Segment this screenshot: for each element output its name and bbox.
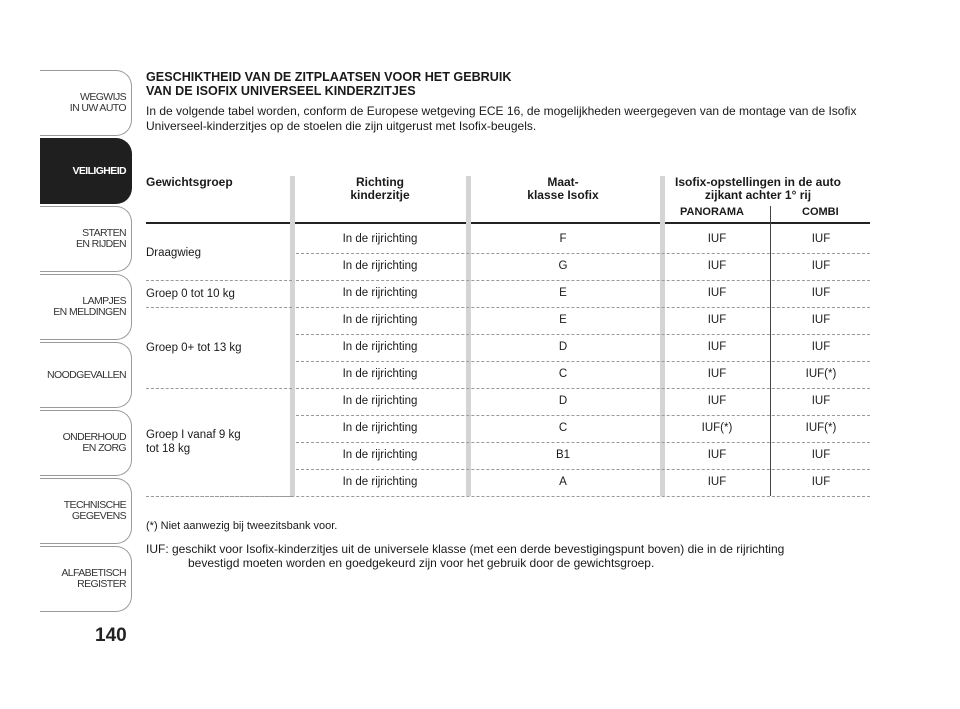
legend-definition-line2: bevestigd moeten worden en goedgekeurd zijn voor het gebruik door de gewichtsgroep.: [188, 556, 655, 570]
section-content: [146, 70, 870, 133]
cell-size: D: [558, 341, 568, 353]
cell-panorama: IUF: [707, 260, 727, 272]
header-direction: [296, 176, 464, 202]
cell-size: E: [559, 314, 567, 326]
legend-definition-line1: geschikt voor Isofix-kinderzitjes uit de universele klasse (met een derde bevestigingspunt boven) die in de rijrichting: [172, 542, 785, 556]
group-label: Groep 0 tot 10 kg: [146, 287, 235, 300]
cell-direction: In de rijrichting: [342, 368, 418, 380]
page-number: 140: [95, 625, 127, 646]
header-direction-line2: kinderzitje: [350, 188, 410, 202]
group-separator: [146, 307, 292, 308]
section-title: [146, 70, 870, 98]
cell-size: B1: [555, 449, 571, 461]
header-size-line1: Maat-: [547, 175, 579, 189]
cell-direction: In de rijrichting: [342, 341, 418, 353]
table-bottom-rule: [146, 496, 870, 497]
cell-panorama: IUF: [707, 449, 727, 461]
cell-combi: IUF(*): [805, 368, 837, 380]
sidebar-tab-3[interactable]: LAMPJES EN MELDINGEN: [40, 274, 132, 340]
cell-direction: In de rijrichting: [342, 395, 418, 407]
cell-direction: In de rijrichting: [342, 449, 418, 461]
header-direction-line1: Richting: [356, 175, 404, 189]
legend: [146, 542, 866, 570]
cell-size: E: [559, 287, 567, 299]
cell-combi: IUF(*): [805, 422, 837, 434]
group-separator: [146, 388, 292, 389]
legend-term: IUF:: [146, 542, 169, 556]
sidebar-tab-4[interactable]: NOODGEVALLEN: [40, 342, 132, 408]
cell-panorama: IUF: [707, 314, 727, 326]
cell-panorama: IUF: [707, 368, 727, 380]
cell-combi: IUF: [811, 287, 831, 299]
cell-panorama: IUF: [707, 476, 727, 488]
intro-paragraph: In de volgende tabel worden, conform de Europese wetgeving ECE 16, de mogelijkheden weergegeven van de montage van de Isofix Universeel-kinderzitjes op de stoelen die zijn uitgerust met Isofix-beugels.: [146, 104, 857, 133]
row-separator: [296, 415, 870, 416]
cell-size: C: [558, 368, 568, 380]
cell-size: A: [559, 476, 567, 488]
group-separator: [146, 280, 292, 281]
title-line-2: VAN DE ISOFIX UNIVERSEEL KINDERZITJES: [146, 84, 416, 98]
sidebar-tab-6[interactable]: TECHNISCHE GEGEVENS: [40, 478, 132, 544]
cell-direction: In de rijrichting: [342, 476, 418, 488]
row-separator: [296, 442, 870, 443]
footnote: (*) Niet aanwezig bij tweezitsbank voor.: [146, 520, 338, 532]
header-panorama: PANORAMA: [680, 206, 744, 218]
cell-size: C: [558, 422, 568, 434]
header-positions-line1: Isofix-opstellingen in de auto: [674, 175, 841, 189]
cell-panorama: IUF: [707, 233, 727, 245]
sidebar-tab-1[interactable]: VEILIGHEID: [40, 138, 132, 204]
cell-panorama: IUF: [707, 395, 727, 407]
header-positions: [646, 176, 870, 202]
group-label: Groep 0+ tot 13 kg: [146, 341, 242, 354]
header-rule: [146, 222, 870, 224]
sidebar-tab-5[interactable]: ONDERHOUD EN ZORG: [40, 410, 132, 476]
row-separator: [296, 253, 870, 254]
cell-direction: In de rijrichting: [342, 422, 418, 434]
header-combi: COMBI: [802, 206, 839, 218]
legend-definition: [146, 542, 866, 570]
cell-size: G: [558, 260, 568, 272]
cell-panorama: IUF: [707, 287, 727, 299]
row-separator: [296, 280, 870, 281]
panorama-combi-divider: [770, 206, 771, 496]
header-positions-line2: zijkant achter 1° rij: [704, 188, 812, 202]
cell-panorama: IUF(*): [701, 422, 733, 434]
sidebar-tab-7[interactable]: ALFABETISCH REGISTER: [40, 546, 132, 612]
row-separator: [296, 334, 870, 335]
sidebar-tab-2[interactable]: STARTEN EN RIJDEN: [40, 206, 132, 272]
cell-combi: IUF: [811, 233, 831, 245]
row-separator: [296, 469, 870, 470]
title-line-1: GESCHIKTHEID VAN DE ZITPLAATSEN VOOR HET GEBRUIK: [146, 70, 512, 84]
cell-combi: IUF: [811, 341, 831, 353]
isofix-table: [146, 170, 870, 500]
group-label: Groep I vanaf 9 kg tot 18 kg: [146, 429, 241, 455]
cell-panorama: IUF: [707, 341, 727, 353]
cell-direction: In de rijrichting: [342, 260, 418, 272]
header-size-line2: klasse Isofix: [527, 188, 599, 202]
cell-direction: In de rijrichting: [342, 287, 418, 299]
cell-size: D: [558, 395, 568, 407]
column-separator: [290, 176, 295, 496]
cell-combi: IUF: [811, 476, 831, 488]
row-separator: [296, 361, 870, 362]
cell-size: F: [559, 233, 567, 245]
group-label: Draagwieg: [146, 247, 201, 259]
cell-combi: IUF: [811, 314, 831, 326]
cell-direction: In de rijrichting: [342, 233, 418, 245]
header-group: Gewichtsgroep: [146, 175, 233, 189]
cell-combi: IUF: [811, 260, 831, 272]
sidebar-tab-0[interactable]: WEGWIJS IN UW AUTO: [40, 70, 132, 136]
row-separator: [296, 307, 870, 308]
cell-combi: IUF: [811, 395, 831, 407]
header-size-class: [468, 176, 658, 202]
row-separator: [296, 388, 870, 389]
cell-combi: IUF: [811, 449, 831, 461]
cell-direction: In de rijrichting: [342, 314, 418, 326]
